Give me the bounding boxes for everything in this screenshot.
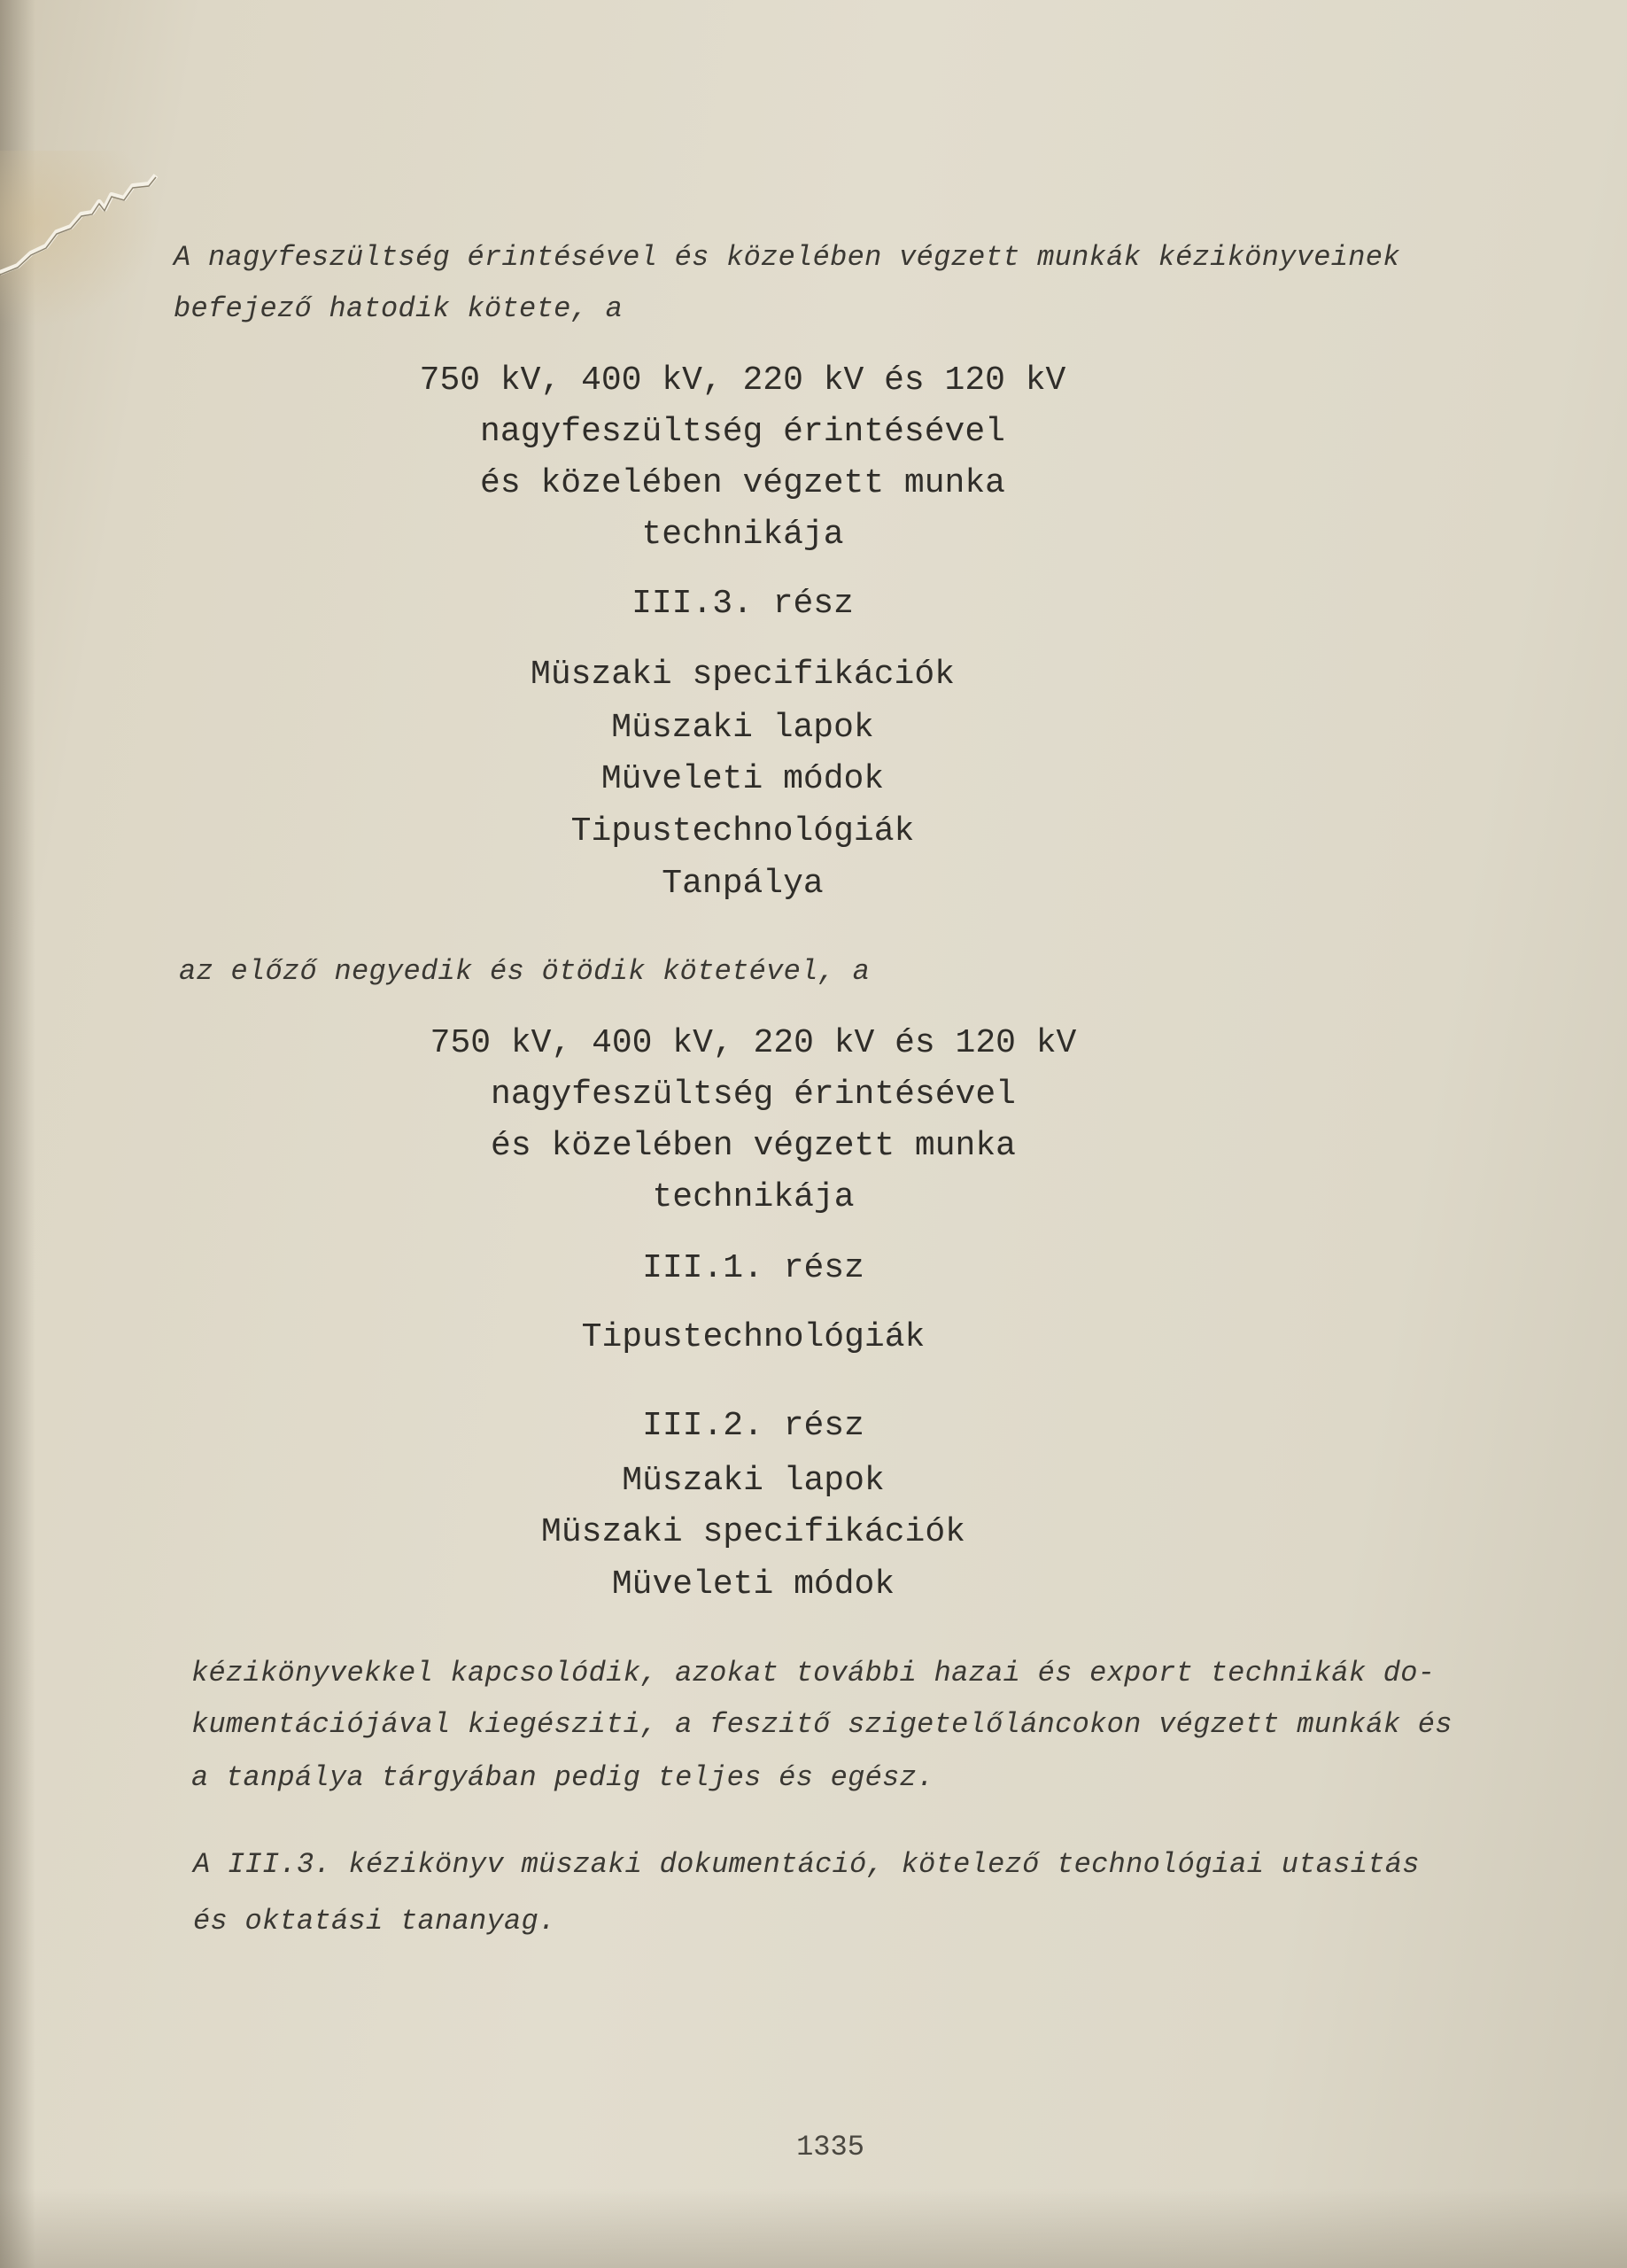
block2-part1-heading: III.1. rész: [642, 1249, 864, 1287]
block2-title-line-3: és közelében végzett munka: [491, 1127, 1016, 1165]
block2-part2-heading: III.2. rész: [642, 1407, 864, 1445]
block2-part1-item: Tipustechnológiák: [581, 1318, 926, 1356]
page-number: 1335: [796, 2131, 864, 2163]
block1-item: Tanpálya: [662, 865, 824, 903]
outro-line-3: a tanpálya tárgyában pedig teljes és egész.: [191, 1761, 934, 1794]
block1-item: Tipustechnológiák: [570, 812, 915, 850]
block1-title-line-2: nagyfeszültség érintésével: [480, 413, 1005, 451]
torn-corner-icon: [0, 168, 168, 284]
middle-line: az előző negyedik és ötödik kötetével, a: [179, 955, 871, 988]
block1-title-line-4: technikája: [641, 516, 844, 554]
closing-line-2: és oktatási tananyag.: [193, 1905, 556, 1938]
closing-line-1: A III.3. kézikönyv müszaki dokumentáció, kötelező technológiai utasitás: [193, 1848, 1420, 1881]
block1-title-line-3: és közelében végzett munka: [480, 464, 1005, 502]
block2-title-line-4: technikája: [652, 1178, 855, 1216]
block2-part2-item: Müveleti módok: [611, 1565, 895, 1604]
outro-line-1: kézikönyvekkel kapcsolódik, azokat további hazai és export technikák do-: [191, 1657, 1436, 1689]
block1-item: Müszaki specifikációk: [531, 656, 955, 694]
block2-title-line-1: 750 kV, 400 kV, 220 kV és 120 kV: [430, 1024, 1077, 1062]
block1-part-heading: III.3. rész: [631, 585, 854, 623]
block1-item: Müszaki lapok: [611, 709, 874, 747]
block1-title-line-1: 750 kV, 400 kV, 220 kV és 120 kV: [419, 361, 1066, 400]
intro-line-2: befejező hatodik kötete, a: [174, 292, 624, 325]
block2-part2-item: Müszaki specifikációk: [541, 1513, 965, 1551]
page-bottom-shade: [0, 2188, 1627, 2268]
outro-line-2: kumentációjával kiegésziti, a feszitő szigetelőláncokon végzett munkák és: [191, 1708, 1453, 1741]
block2-title-line-2: nagyfeszültség érintésével: [491, 1076, 1016, 1114]
block1-item: Müveleti módok: [600, 760, 885, 798]
intro-line-1: A nagyfeszültség érintésével és közelében végzett munkák kézikönyveinek: [174, 241, 1400, 274]
block2-part2-item: Müszaki lapok: [622, 1462, 885, 1500]
